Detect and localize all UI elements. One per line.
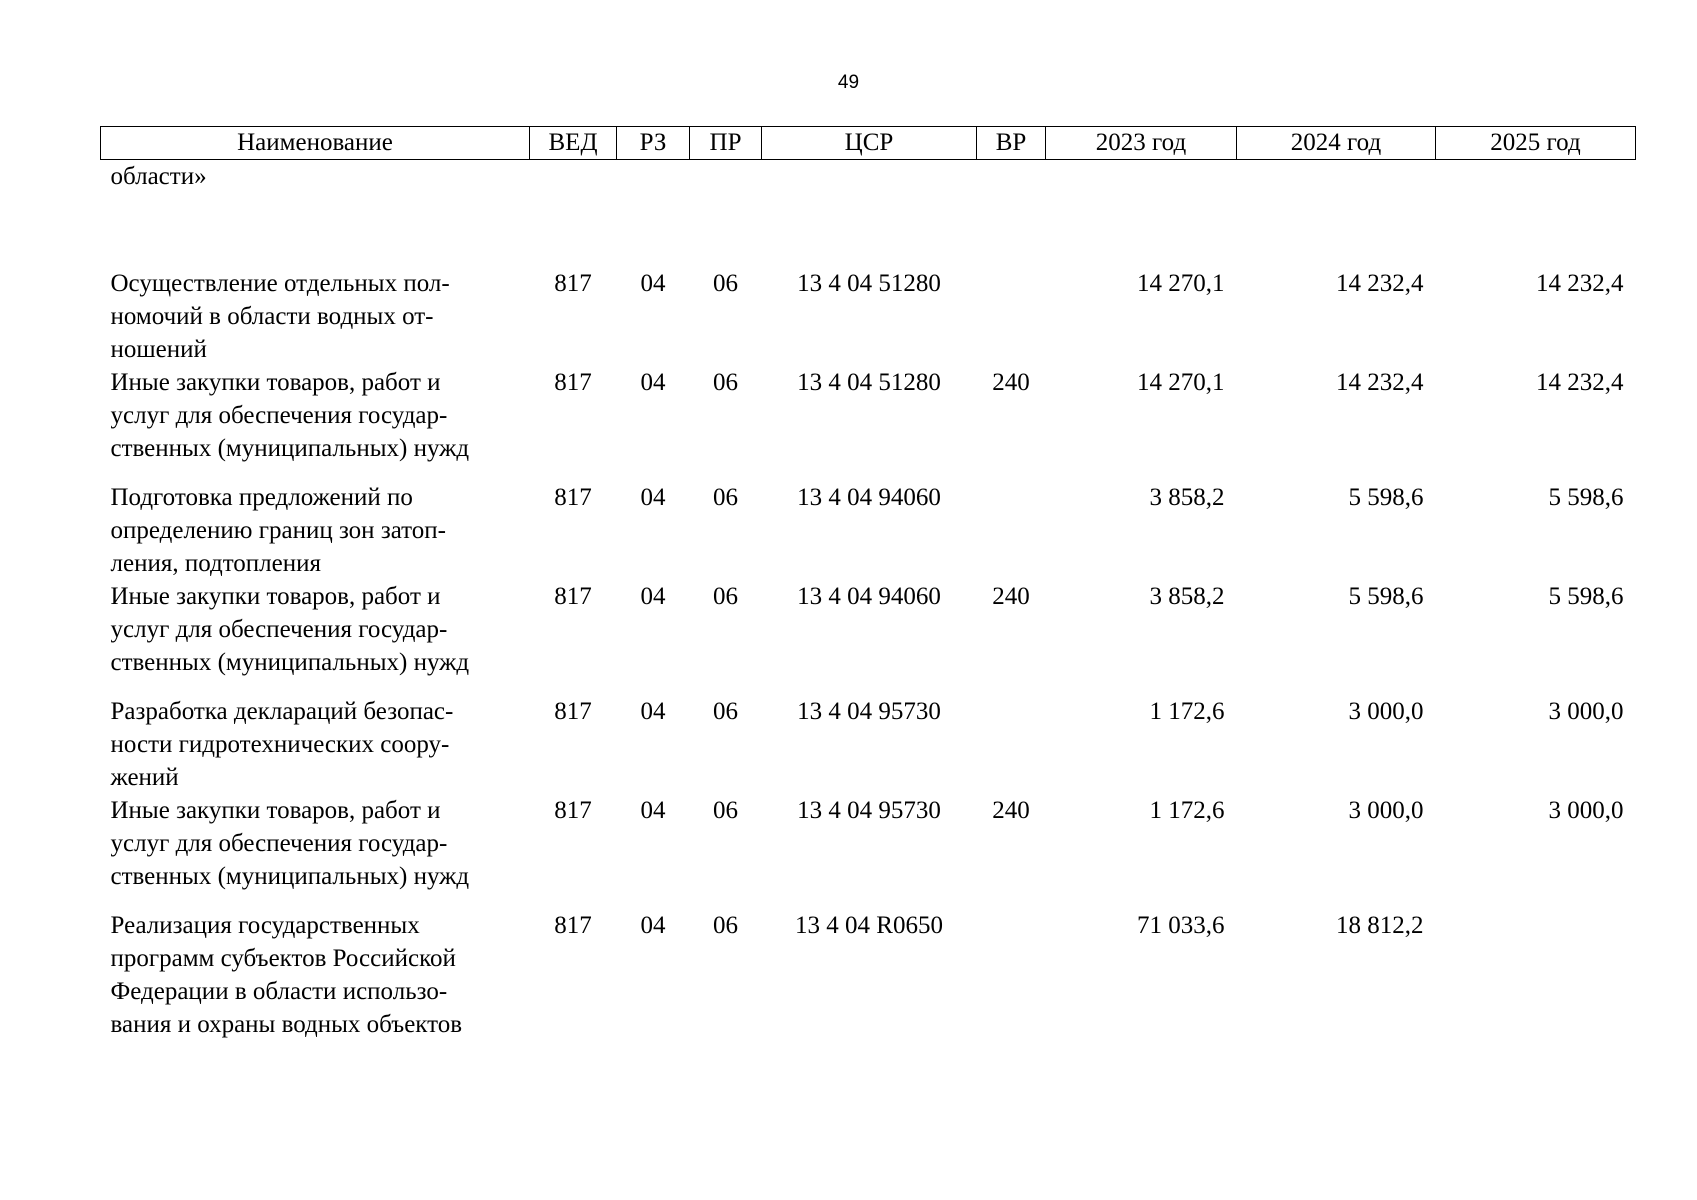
row-pr: 06	[713, 912, 738, 939]
row-pr: 06	[713, 369, 738, 396]
row-name-line: услуг для обеспечения государ-	[110, 402, 448, 429]
row-amount-2023: 71 033,6	[1137, 912, 1225, 939]
row-csr: 13 4 04 94060	[797, 583, 941, 610]
budget-table	[100, 126, 1636, 1041]
row-amount-2023: 1 172,6	[1149, 797, 1225, 824]
row-csr: 13 4 04 95730	[797, 797, 941, 824]
row-name-line: номочий в области водных от-	[110, 303, 434, 330]
header-csr: ЦСР	[762, 127, 977, 160]
row-name	[101, 794, 530, 909]
row-vr	[977, 267, 1046, 366]
row-amount-2024: 14 232,4	[1336, 270, 1424, 297]
row-name	[101, 909, 530, 1041]
row-ved: 817	[554, 369, 592, 396]
row-amount-2024: 14 232,4	[1336, 369, 1424, 396]
row-amount-2023: 14 270,1	[1137, 270, 1225, 297]
row-name-line: Иные закупки товаров, работ и	[110, 797, 441, 824]
row-name	[101, 580, 530, 695]
row-amount-2024: 3 000,0	[1348, 698, 1424, 725]
row-rz: 04	[640, 270, 666, 297]
row-pr: 06	[713, 270, 738, 297]
row-pr: 06	[713, 698, 738, 725]
continuation-row	[101, 160, 1636, 268]
header-pr: ПР	[690, 127, 762, 160]
table-row	[101, 267, 1636, 366]
row-ved: 817	[554, 484, 592, 511]
row-rz: 04	[640, 797, 666, 824]
header-2023: 2023 год	[1046, 127, 1237, 160]
row-vr	[977, 481, 1046, 580]
row-csr: 13 4 04 94060	[797, 484, 941, 511]
row-vr	[977, 909, 1046, 1041]
row-ved: 817	[554, 583, 592, 610]
row-name-line: Иные закупки товаров, работ и	[110, 583, 441, 610]
row-amount-2023: 14 270,1	[1137, 369, 1225, 396]
header-vr: ВР	[977, 127, 1046, 160]
row-name-line: Реализация государственных	[110, 912, 420, 939]
table-row	[101, 695, 1636, 794]
row-name-line: жений	[110, 764, 179, 791]
continuation-text: области»	[110, 163, 207, 190]
table-row	[101, 366, 1636, 481]
row-csr: 13 4 04 51280	[797, 270, 941, 297]
table-row	[101, 794, 1636, 909]
row-vr: 240	[992, 797, 1030, 824]
row-name	[101, 695, 530, 794]
row-rz: 04	[640, 583, 666, 610]
row-amount-2024: 18 812,2	[1336, 912, 1424, 939]
row-amount-2025: 3 000,0	[1548, 698, 1624, 725]
row-csr: 13 4 04 95730	[797, 698, 941, 725]
row-amount-2025: 5 598,6	[1548, 484, 1624, 511]
table-row	[101, 580, 1636, 695]
row-rz: 04	[640, 912, 666, 939]
row-name-line: Разработка деклараций безопас-	[110, 698, 454, 725]
header-ved: ВЕД	[530, 127, 617, 160]
row-rz: 04	[640, 484, 666, 511]
row-pr: 06	[713, 583, 738, 610]
row-name-line: вания и охраны водных объектов	[110, 1011, 463, 1038]
row-rz: 04	[640, 369, 666, 396]
row-name-line: ственных (муниципальных) нужд	[110, 863, 470, 890]
row-amount-2024: 5 598,6	[1348, 484, 1424, 511]
row-amount-2023: 3 858,2	[1149, 484, 1225, 511]
row-amount-2024: 5 598,6	[1348, 583, 1424, 610]
row-name-line: ления, подтопления	[110, 550, 322, 577]
row-csr: 13 4 04 R0650	[795, 912, 943, 939]
row-ved: 817	[554, 912, 592, 939]
row-name-line: ношений	[110, 336, 207, 363]
row-name-line: Федерации в области использо-	[110, 978, 448, 1005]
row-csr: 13 4 04 51280	[797, 369, 941, 396]
row-amount-2023: 1 172,6	[1149, 698, 1225, 725]
row-ved: 817	[554, 698, 592, 725]
row-name-line: услуг для обеспечения государ-	[110, 616, 448, 643]
row-ved: 817	[554, 797, 592, 824]
row-amount-2025: 3 000,0	[1548, 797, 1624, 824]
row-pr: 06	[713, 797, 738, 824]
header-2025: 2025 год	[1436, 127, 1636, 160]
header-name: Наименование	[101, 127, 530, 160]
row-amount-2025	[1436, 909, 1636, 1041]
row-name-line: Иные закупки товаров, работ и	[110, 369, 441, 396]
row-name	[101, 366, 530, 481]
table-row	[101, 909, 1636, 1041]
table-header	[101, 127, 1636, 160]
row-vr: 240	[992, 583, 1030, 610]
row-vr	[977, 695, 1046, 794]
row-name-line: Подготовка предложений по	[110, 484, 413, 511]
row-name-line: ственных (муниципальных) нужд	[110, 649, 470, 676]
row-rz: 04	[640, 698, 666, 725]
row-name-line: программ субъектов Российской	[110, 945, 456, 972]
row-name-line: услуг для обеспечения государ-	[110, 830, 448, 857]
row-ved: 817	[554, 270, 592, 297]
header-2024: 2024 год	[1237, 127, 1436, 160]
row-pr: 06	[713, 484, 738, 511]
row-name-line: Осуществление отдельных пол-	[110, 270, 450, 297]
table-row	[101, 481, 1636, 580]
row-vr: 240	[992, 369, 1030, 396]
row-amount-2023: 3 858,2	[1149, 583, 1225, 610]
row-name-line: определению границ зон затоп-	[110, 517, 446, 544]
row-name-line: ности гидротехнических соору-	[110, 731, 450, 758]
page-number: 49	[837, 72, 860, 93]
row-amount-2024: 3 000,0	[1348, 797, 1424, 824]
row-name-line: ственных (муниципальных) нужд	[110, 435, 470, 462]
row-amount-2025: 14 232,4	[1536, 369, 1624, 396]
row-name	[101, 267, 530, 366]
header-rz: РЗ	[617, 127, 690, 160]
row-amount-2025: 14 232,4	[1536, 270, 1624, 297]
row-name	[101, 481, 530, 580]
row-amount-2025: 5 598,6	[1548, 583, 1624, 610]
table-body	[101, 160, 1636, 1042]
